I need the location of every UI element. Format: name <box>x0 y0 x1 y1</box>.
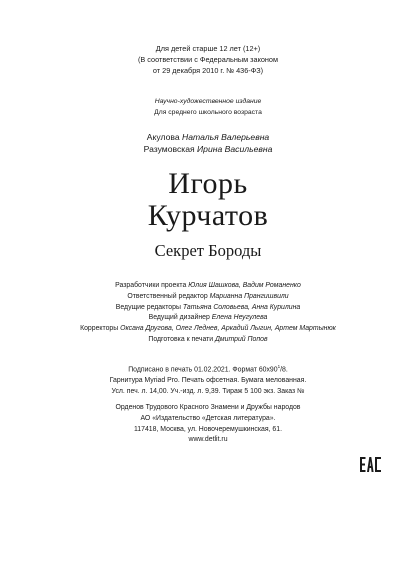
publisher-name: АО «Издательство «Детская литература». <box>140 414 276 422</box>
credit-role: Ведущий дизайнер <box>148 314 210 322</box>
book-title <box>0 168 416 231</box>
credits-block <box>0 281 416 346</box>
eac-logo-svg <box>360 457 381 472</box>
print-info-block <box>0 362 416 398</box>
author-name: Ирина Васильевна <box>197 144 273 155</box>
credit-line <box>0 335 416 346</box>
credit-people: Дмитрий Попов <box>215 335 268 343</box>
credit-people: Татьяна Соловьева, Анна Курилина <box>182 303 301 311</box>
credit-role: Корректоры <box>80 325 119 333</box>
format-superscript: 1 <box>277 364 281 369</box>
credit-people: Юлия Шашкова, Вадим Романенко <box>188 282 301 289</box>
author-line <box>0 131 416 143</box>
author-surname: Разумовская <box>143 144 195 155</box>
credit-role: Ведущие редакторы <box>115 303 181 311</box>
credit-people: Марианна Прангишвили <box>209 292 289 300</box>
sheets-line: Усл. печ. л. 14,00. Уч.-изд. л. 9,39. Тираж 5 100 экз. Заказ № <box>111 387 305 395</box>
author-name: Наталья Валерьевна <box>182 132 270 142</box>
credit-line <box>0 281 416 292</box>
credit-role: Разработчики проекта <box>115 282 187 289</box>
audience: Для среднего школьного возраста <box>154 108 262 116</box>
credit-line <box>0 324 416 335</box>
credit-people: Елена Неугулева <box>211 314 268 322</box>
edition-block <box>0 97 416 119</box>
typeface-line: Гарнитура Myriad Pro. Печать офсетная. Бумага мелованная. <box>109 377 307 385</box>
edition-type: Научно-художественное издание <box>154 98 262 105</box>
title-line-2: Курчатов <box>147 198 269 232</box>
title-line-1: Игорь <box>168 167 248 200</box>
signed-line <box>0 362 416 376</box>
publisher-url[interactable]: www.detlit.ru <box>188 436 228 444</box>
book-subtitle: Секрет Бороды <box>154 241 262 260</box>
credit-line <box>0 292 416 303</box>
publisher-address: 117418, Москва, ул. Новочеремушкинская, 61. <box>133 425 282 433</box>
publisher-block <box>0 403 416 446</box>
credit-role: Ответственный редактор <box>127 292 208 300</box>
author-line <box>0 143 416 155</box>
age-rating-line: Для детей старше 12 лет (12+) <box>155 44 261 53</box>
credit-people: Оксана Другова, Олег Леднев, Аркадий Лыгин, Артем Мартынюк <box>120 325 336 333</box>
signed-text: Подписано в печать 01.02.2021. Формат 60x90 <box>128 366 278 374</box>
format-suffix: /8. <box>280 366 288 374</box>
authors-block <box>0 131 416 155</box>
eac-conformity-icon <box>360 457 381 472</box>
credit-role: Подготовка к печати <box>148 335 214 343</box>
law-date-line: от 29 декабря 2010 г. № 436-ФЗ) <box>152 65 264 75</box>
law-reference-line: (В соответствии с Федеральным законом <box>137 54 279 64</box>
credit-line <box>0 303 416 314</box>
author-surname: Акулова <box>146 132 180 142</box>
credit-line <box>0 313 416 324</box>
age-rating-block <box>0 44 416 76</box>
publisher-awards: Орденов Трудового Красного Знамени и Дружбы народов <box>115 404 301 411</box>
